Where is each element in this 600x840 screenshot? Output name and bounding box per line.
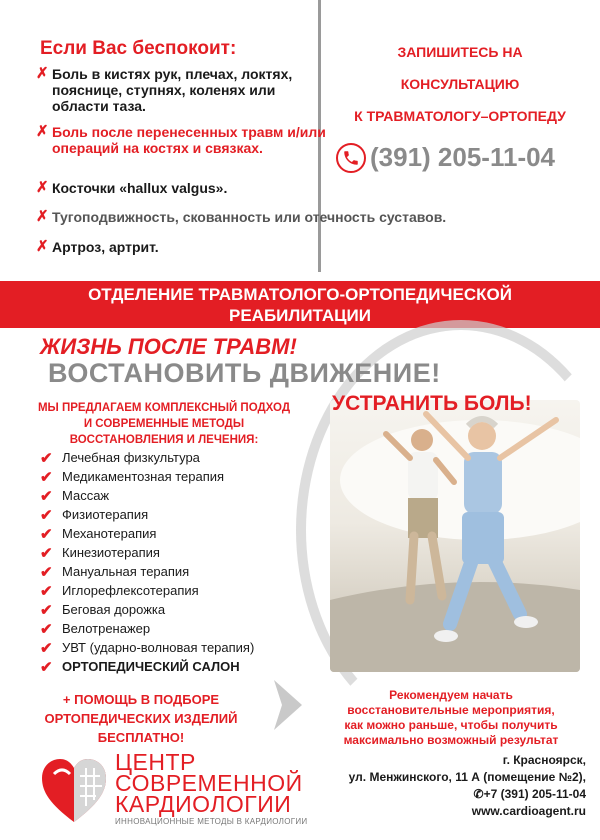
check-icon: ✔ [40, 506, 53, 524]
concern-item [36, 180, 326, 196]
concern-text: Тугоподвижность, скованность или отечность суставов. [52, 209, 447, 225]
check-icon: ✔ [40, 468, 53, 486]
list-item [40, 448, 320, 467]
phone-number-text: (391) 205-11-04 [370, 142, 556, 172]
brand-line: КАРДИОЛОГИИ [115, 791, 292, 817]
recommend-line: как можно раньше, чтобы получить [344, 718, 558, 732]
list-item [40, 581, 320, 600]
signup-line: КОНСУЛЬТАЦИЮ [400, 76, 520, 92]
recommend-line: восстановительные мероприятия, [347, 703, 555, 717]
help-line: ОРТОПЕДИЧЕСКИХ ИЗДЕЛИЙ [44, 711, 238, 726]
list-item [40, 657, 320, 676]
list-item [40, 543, 320, 562]
help-line: + ПОМОЩЬ В ПОДБОРЕ [62, 692, 220, 707]
cross-icon: ✗ [36, 179, 49, 196]
list-item [40, 562, 320, 581]
concern-text: Косточки «hallux valgus». [52, 180, 228, 196]
slogan-eliminate: УСТРАНИТЬ БОЛЬ! [332, 392, 532, 415]
method-text: Кинезиотерапия [62, 545, 160, 560]
department-banner [0, 281, 600, 328]
check-icon: ✔ [40, 620, 53, 638]
cross-icon: ✗ [36, 65, 49, 82]
concern-item [36, 209, 556, 225]
method-text: Медикаментозная терапия [62, 469, 225, 484]
method-text: Механотерапия [62, 526, 157, 541]
method-text: Лечебная физкультура [62, 450, 200, 465]
method-text: Мануальная терапия [62, 564, 190, 579]
check-icon: ✔ [40, 582, 53, 600]
banner-line: ОТДЕЛЕНИЕ ТРАВМАТОЛОГО-ОРТОПЕДИЧЕСКОЙ [88, 285, 512, 304]
method-text: Физиотерапия [62, 507, 149, 522]
concern-item [36, 66, 326, 114]
address-street: ул. Менжинского, 11 А (помещение №2), [348, 770, 586, 784]
check-icon: ✔ [40, 525, 53, 543]
concerns-title: Если Вас беспокоит: [40, 38, 237, 59]
arrow-right-icon [272, 678, 306, 732]
slogan-life: ЖИЗНЬ ПОСЛЕ ТРАВМ! [40, 334, 297, 359]
methods-list [40, 448, 320, 676]
website-link[interactable]: www.cardioagent.ru [471, 804, 586, 818]
concern-text: Артроз, артрит. [52, 239, 159, 255]
photo-running-seniors [330, 400, 580, 672]
offer-line: МЫ ПРЕДЛАГАЕМ КОМПЛЕКСНЫЙ ПОДХОД [37, 402, 291, 414]
check-icon: ✔ [40, 449, 53, 467]
address-city: г. Красноярск, [502, 753, 586, 767]
list-item [40, 505, 320, 524]
cross-icon: ✗ [36, 238, 49, 255]
method-text: ОРТОПЕДИЧЕСКИЙ САЛОН [62, 659, 240, 674]
check-icon: ✔ [40, 658, 53, 676]
recommend-line: Рекомендуем начать [389, 688, 513, 702]
list-item [40, 638, 320, 657]
brand-name [115, 749, 308, 826]
contact-address [316, 752, 586, 820]
signup-block [330, 36, 590, 132]
list-item [40, 467, 320, 486]
concern-text: Боль в кистях рук, плечах, локтях, пояснице, ступнях, коленях или области таза. [52, 66, 293, 114]
recommend-text [312, 688, 590, 748]
brand-line: ЦЕНТР [115, 749, 196, 775]
check-icon: ✔ [40, 487, 53, 505]
phone-number[interactable] [336, 142, 555, 173]
offer-line: ВОССТАНОВЛЕНИЯ И ЛЕЧЕНИЯ: [69, 434, 259, 446]
method-text: Массаж [62, 488, 110, 503]
brand-line: СОВРЕМЕННОЙ [115, 770, 303, 796]
check-icon: ✔ [40, 563, 53, 581]
cross-icon: ✗ [36, 208, 49, 225]
check-icon: ✔ [40, 601, 53, 619]
brand-tagline: ИННОВАЦИОННЫЕ МЕТОДЫ В КАРДИОЛОГИИ [115, 817, 308, 826]
concern-text: Боль после перенесенных травм и/или операций на костях и связках. [52, 124, 326, 156]
check-icon: ✔ [40, 544, 53, 562]
help-text [30, 690, 252, 747]
slogan-restore: ВОСТАНОВИТЬ ДВИЖЕНИЕ! [48, 358, 441, 388]
recommend-line: максимально возможный результат [343, 733, 559, 747]
concern-item [36, 239, 326, 255]
method-text: Велотренажер [62, 621, 151, 636]
concern-item [36, 124, 326, 156]
signup-line: К ТРАВМАТОЛОГУ–ОРТОПЕДУ [354, 108, 566, 124]
phone-icon [336, 143, 366, 173]
banner-line: РЕАБИЛИТАЦИИ [229, 306, 371, 325]
method-text: Иглорефлексотерапия [62, 583, 199, 598]
phone-icon: ✆ [473, 787, 484, 801]
cross-icon: ✗ [36, 123, 49, 140]
check-icon: ✔ [40, 639, 53, 657]
offer-line: И СОВРЕМЕННЫЕ МЕТОДЫ [83, 418, 245, 430]
list-item [40, 486, 320, 505]
address-phone[interactable] [316, 786, 586, 803]
signup-line: ЗАПИШИТЕСЬ НА [397, 44, 523, 60]
address-phone-text: +7 (391) 205-11-04 [483, 787, 586, 801]
help-line: БЕСПЛАТНО! [97, 730, 185, 745]
list-item [40, 600, 320, 619]
list-item [40, 524, 320, 543]
method-text: Беговая дорожка [62, 602, 166, 617]
method-text: УВТ (ударно-волновая терапия) [62, 640, 255, 655]
heart-logo-icon [40, 756, 108, 826]
offer-text [14, 400, 314, 448]
list-item [40, 619, 320, 638]
